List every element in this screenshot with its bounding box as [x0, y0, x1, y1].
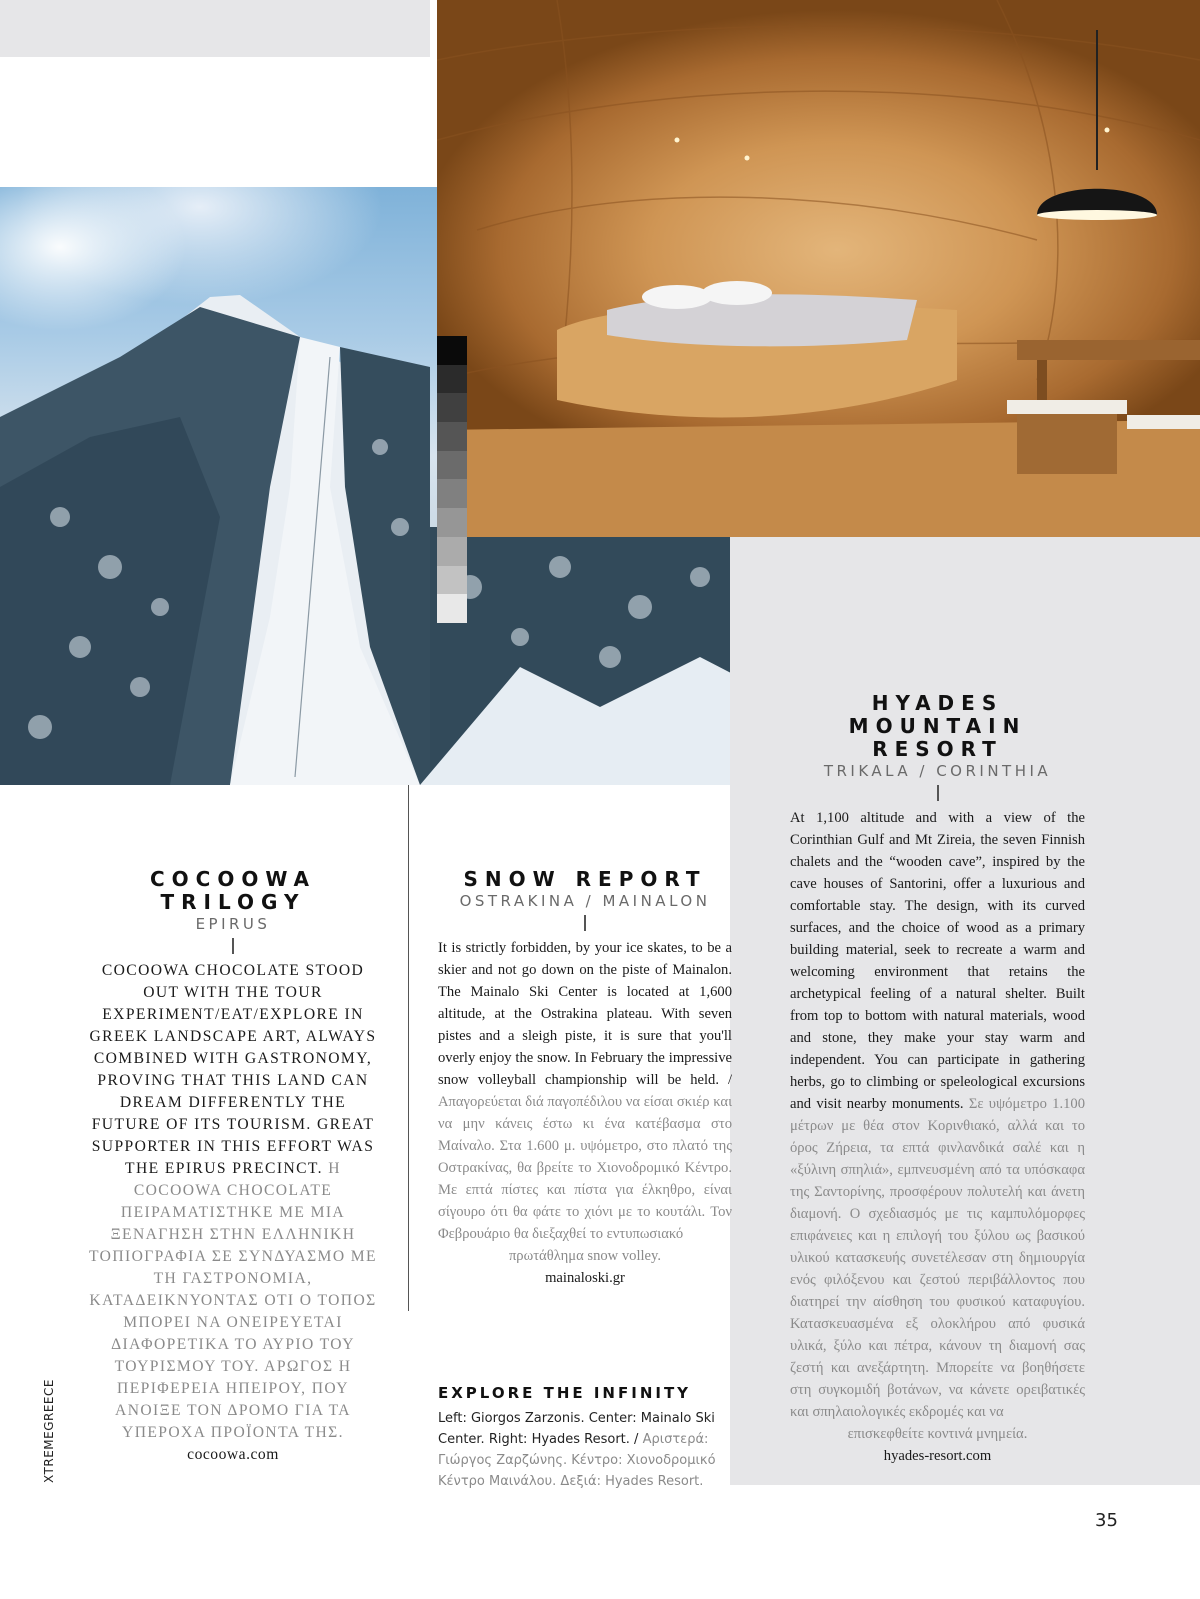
cocoowa-article — [88, 868, 378, 1466]
caption-text-en: Left: Giorgos Zarzonis. Center: Mainalo Ski Center. Right: Hyades Resort. / — [438, 1411, 715, 1447]
hyades-text-gr-end: επισκεφθείτε κοντινά μνημεία. — [847, 1426, 1028, 1442]
magazine-side-label: XTREMEGREECE — [42, 1379, 56, 1483]
cocoowa-title-line1: COCOOWA — [149, 867, 316, 891]
column-divider — [408, 785, 409, 1311]
hyades-separator — [937, 785, 939, 801]
cocoowa-text-en: COCOOWA CHOCOLATE STOOD OUT WITH THE TOUR EXPERIMENT/EAT/EXPLORE IN GREEK LANDSCAPE ART, ALWAYS COMBINED WITH GASTRONOMY, PROVING THAT THIS LAND CAN DREAM DIFFERENTLY THE FUTURE OF ITS TOURISM. GREAT SUPPORTER IN THIS EFFORT WAS THE EPIRUS PRECINCT. — [89, 962, 377, 1177]
snow-report-text-en: It is strictly forbidden, by your ice skates, to be a skier and not go down on the piste of Mainalon. The Mainalo Ski Center is located at 1,600 altitude, at the Ostrakina plateau. With seven pistes and a sleigh piste, it is sure that you'll overly enjoy the snow. In February the impressive snow volleyball championship will be held. / — [438, 940, 732, 1088]
snow-report-location: OSTRAKINA / MAINALON — [459, 892, 711, 910]
hyades-text-en: At 1,100 altitude and with a view of the Corinthian Gulf and Mt Zireia, the seven Finnish chalets and the “wooden cave”, inspired by the cave houses of Santorini, offer a luxurious and comfortable stay. The design, with its curved surfaces, and the choice of wood as a primary building material, seek to recreate a warm and welcoming environment that retains the archetypical feeling of a natural shelter. Built from top to bottom with natural materials, wood and stone, they make your stay warm and independent. You can participate in gathering herbs, go to climbing or speleological excursions and visit nearby monuments. — [790, 810, 1085, 1112]
snow-report-text-gr-end: πρωτάθλημα snow volley. — [508, 1248, 662, 1264]
snow-report-title: SNOW REPORT — [463, 867, 707, 891]
caption-title: EXPLORE THE INFINITY — [438, 1384, 692, 1402]
hyades-article — [790, 692, 1085, 1467]
cocoowa-text — [88, 960, 378, 1466]
photo-caption — [438, 1384, 738, 1492]
hyades-title-line1: HYADES MOUNTAIN — [848, 691, 1027, 738]
snow-report-article — [438, 868, 732, 1289]
snow-report-separator — [584, 915, 586, 931]
page-number: 35 — [1095, 1510, 1118, 1531]
cocoowa-text-gr: Η COCOOWA CHOCOLATE ΠΕΙΡΑΜΑΤΙΣΤΗΚΕ ΜΕ ΜΙΑ ΞΕΝΑΓΗΣΗ ΣΤΗΝ ΕΛΛΗΝΙΚΗ ΤΟΠΙΟΓΡΑΦΙΑ ΣΕ ΣΥΝΔΥΑΣΜΟ ΜΕ ΤΗ ΓΑΣΤΡΟΝΟΜΙΑ, ΚΑΤΑΔΕΙΚΝΥΟΝΤΑΣ ΟΤΙ Ο ΤΟΠΟΣ ΜΠΟΡΕΙ ΝΑ ΟΝΕΙΡΕΥΕΤΑΙ ΔΙΑΦΟΡΕΤΙΚΑ ΤΟ ΑΥΡΙΟ ΤΟΥ ΤΟΥΡΙΣΜΟΥ ΤΟΥ. ΑΡΩΓΟΣ Η ΠΕΡΙΦΕΡΕΙΑ ΗΠΕΙΡΟΥ, ΠΟΥ ΑΝΟΙΞΕ ΤΟΝ ΔΡΟΜΟ ΓΙΑ ΤΑ ΥΠΕΡΟΧΑ ΠΡΟΪΟΝΤΑ ΤΗΣ. — [89, 1160, 377, 1441]
cocoowa-location: EPIRUS — [195, 915, 271, 933]
wooden-cave-room-photo — [437, 0, 1200, 537]
caption-text-gr: Αριστερά: Γιώργος Ζαρζώνης. Κέντρο: Χιονοδρομικό Κέντρο Μαινάλου. Δεξιά: Hyades Resort. — [438, 1432, 716, 1489]
grayscale-swatch — [437, 336, 467, 623]
hyades-website-link[interactable]: hyades-resort.com — [883, 1448, 992, 1464]
hyades-text — [790, 807, 1085, 1423]
snow-report-website-link[interactable]: mainaloski.gr — [545, 1270, 625, 1286]
caption-text — [438, 1408, 738, 1492]
hyades-text-gr: Σε υψόμετρο 1.100 μέτρων με θέα στον Κορινθιακό, αλλά και το όρος Ζήρεια, τα επτά φινλανδικά σαλέ και η «ξύλινη σπηλιά», εμπνευσμένη από τα υπόσκαφα της Σαντορίνης, προσφέρουν πολυτελή και άνετη διαμονή. Ο σχεδιασμός με τις καμπυλόμορφες επιφάνειες και η επιλογή του ξύλου ως βασικού υλικού κατασκευής συνετέλεσαν στη δημιουργία ενός φιλόξενου και ζεστού περιβάλλοντος που διατηρεί την αίσθηση του φυσικού καταφυγίου. Κατασκευασμένα εξ ολοκλήρου από φυσικά υλικά, ξύλο και πέτρα, κάνουν τη διαμονή σας ζεστή και ανεξάρτητη. Μπορείτε να βοηθήσετε στη συγκομιδή βοτάνων, να κάνετε ορειβατικές και σπηλαιολογικές εκδρομές και να — [790, 1096, 1086, 1420]
cocoowa-website-link[interactable]: cocoowa.com — [187, 1446, 279, 1463]
hyades-location: TRIKALA / CORINTHIA — [823, 762, 1052, 780]
cocoowa-title-line2: TRILOGY — [160, 890, 306, 914]
top-color-band — [0, 0, 430, 57]
hyades-title-line2: RESORT — [872, 737, 1003, 761]
snow-report-text-gr: Απαγορεύεται διά παγοπέδιλου να είσαι σκιέρ και να μην κάνεις έστω κι ένα κατέβασμα στο Μαίναλο. Στα 1.600 μ. υψόμετρο, στο πλατό της Οστρακίνας, θα βρείτε το Χιονοδρομικό Κέντρο. Με επτά πίστες και πίστα για έλκηθρο, είναι σίγουρο ότι θα φάτε το χιόνι με το κουτάλι. Τον Φεβρουάριο θα διεξαχθεί το εντυπωσιακό — [438, 1094, 732, 1242]
snow-report-text — [438, 937, 732, 1245]
cocoowa-separator — [232, 938, 234, 954]
